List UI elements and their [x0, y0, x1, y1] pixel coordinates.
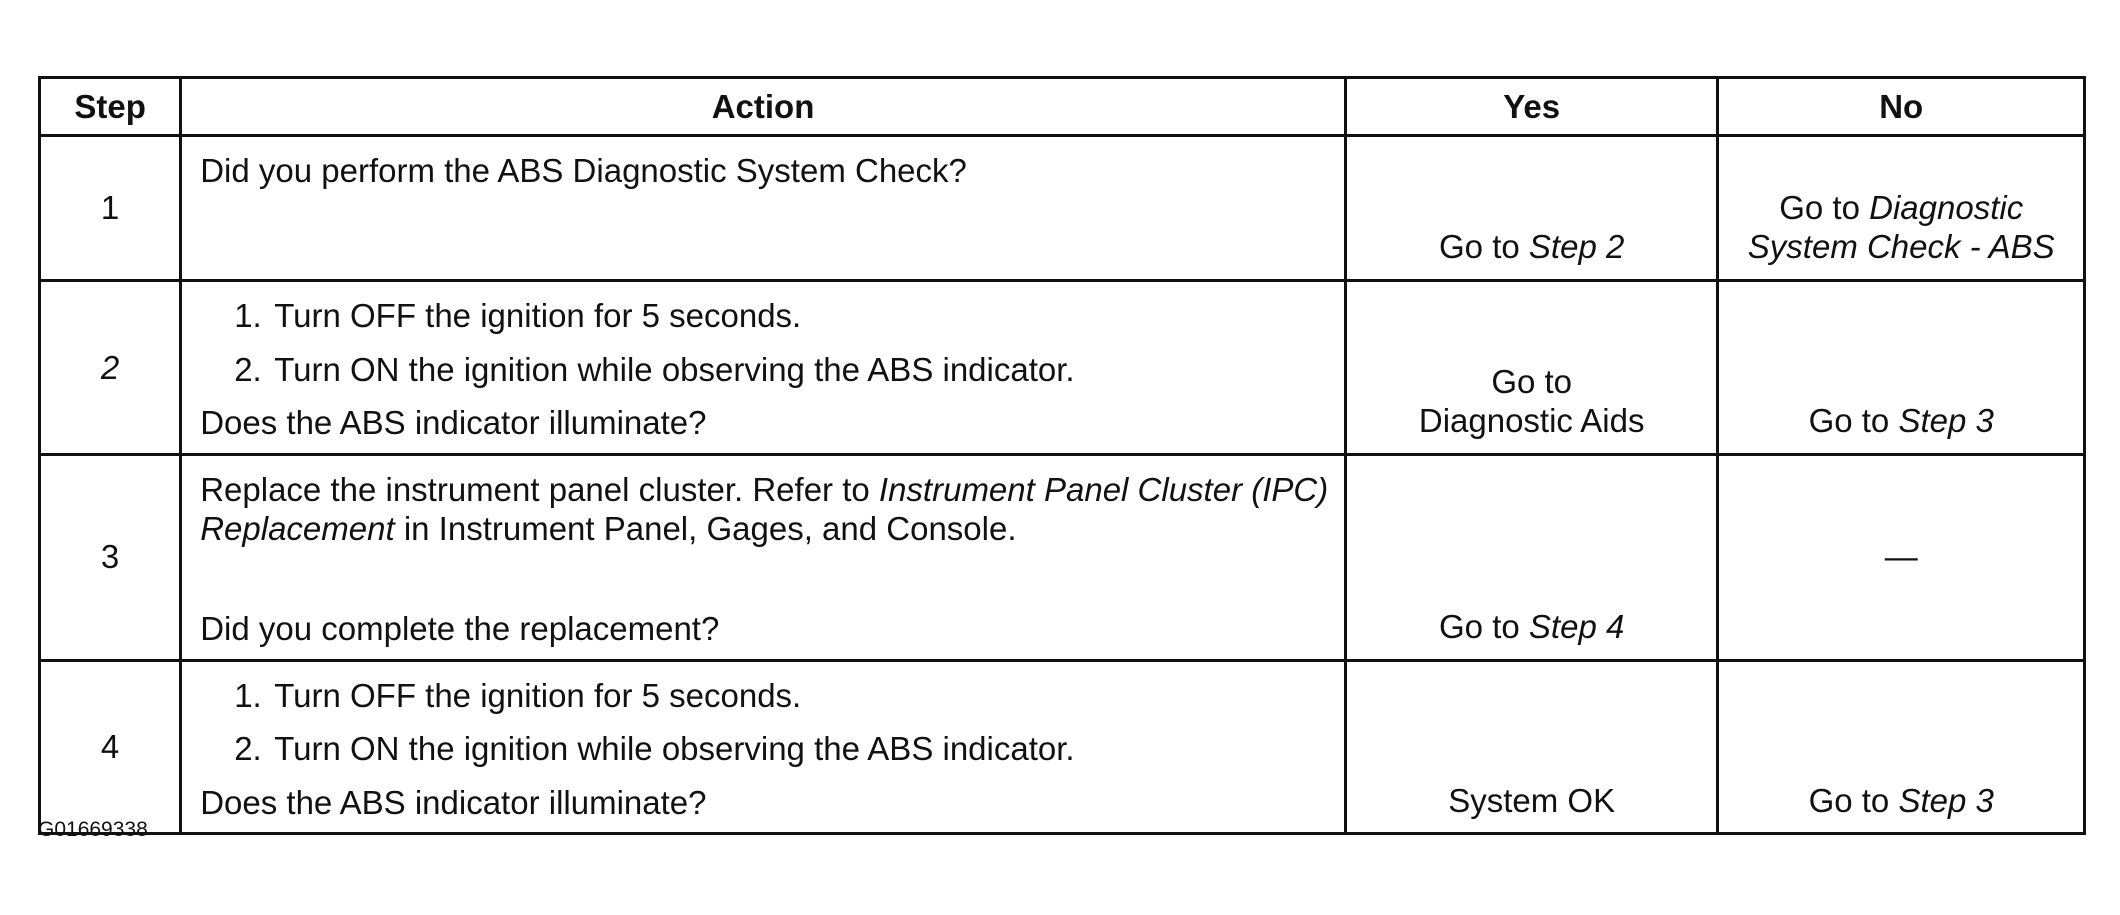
table-row — [40, 454, 2085, 660]
header-action: Action — [181, 78, 1346, 136]
action-steps-list — [200, 296, 1330, 389]
yes-cell — [1345, 136, 1718, 281]
yes-step-link[interactable]: Step 4 — [1528, 607, 1625, 645]
list-item: 2. Turn ON the ignition while observing the ABS indicator. — [234, 730, 1075, 768]
table-row — [40, 281, 2085, 455]
list-item: 2. Turn ON the ignition while observing the ABS indicator. — [234, 350, 1075, 388]
table-header-row — [40, 78, 2085, 136]
header-yes: Yes — [1345, 78, 1718, 136]
header-step: Step — [40, 78, 181, 136]
list-item: 1. Turn OFF the ignition for 5 seconds. — [234, 297, 802, 334]
action-cell — [181, 660, 1346, 834]
action-cell — [181, 281, 1346, 455]
action-cell — [181, 136, 1346, 281]
table-row — [40, 136, 2085, 281]
no-prefix: Go to — [1779, 188, 1870, 226]
yes-cell — [1345, 660, 1718, 834]
yes-result: System OK — [1448, 781, 1616, 819]
yes-prefix: Go to — [1491, 362, 1573, 400]
no-step-link[interactable]: Step 3 — [1898, 781, 1994, 819]
action-instruction: Replace the instrument panel cluster. Refer to Instrument Panel Cluster (IPC) Replacement in Instrument Panel, Gages, and Console. — [200, 470, 1329, 548]
figure-id: G01669338 — [38, 818, 148, 841]
yes-prefix: Go to — [1439, 228, 1529, 266]
no-dash: — — [1884, 538, 1918, 576]
no-cell — [1718, 660, 2085, 834]
action-question: Does the ABS indicator illuminate? — [200, 404, 707, 442]
no-prefix: Go to — [1808, 781, 1899, 819]
no-cell — [1718, 281, 2085, 455]
no-cell — [1718, 136, 2085, 281]
table-row — [40, 660, 2085, 834]
header-no: No — [1718, 78, 2085, 136]
no-cell — [1718, 454, 2085, 660]
action-question: Did you complete the replacement? — [200, 609, 720, 647]
action-steps-list — [200, 676, 1330, 769]
yes-diagnostic-aids-link[interactable]: Diagnostic Aids — [1418, 402, 1645, 440]
list-item: 1. Turn OFF the ignition for 5 seconds. — [234, 676, 802, 714]
action-cell — [181, 454, 1346, 660]
action-question: Did you perform the ABS Diagnostic System Check? — [200, 152, 967, 189]
yes-step-link[interactable]: Step 2 — [1528, 228, 1625, 266]
diagnostic-table — [38, 76, 2086, 835]
yes-cell — [1345, 454, 1718, 660]
no-procedure-link[interactable]: Diagnostic System Check - ABS — [1747, 188, 2055, 266]
ipc-replacement-link[interactable]: Instrument Panel Cluster (IPC) Replacement — [200, 470, 1329, 548]
no-step-link[interactable]: Step 3 — [1898, 402, 1994, 440]
step-number: 2 — [40, 281, 181, 455]
yes-prefix: Go to — [1439, 607, 1529, 645]
action-question: Does the ABS indicator illuminate? — [200, 783, 707, 821]
no-prefix: Go to — [1808, 402, 1899, 440]
step-number: 3 — [40, 454, 181, 660]
step-number: 1 — [40, 136, 181, 281]
yes-cell — [1345, 281, 1718, 455]
step-number: 4 — [40, 660, 181, 834]
